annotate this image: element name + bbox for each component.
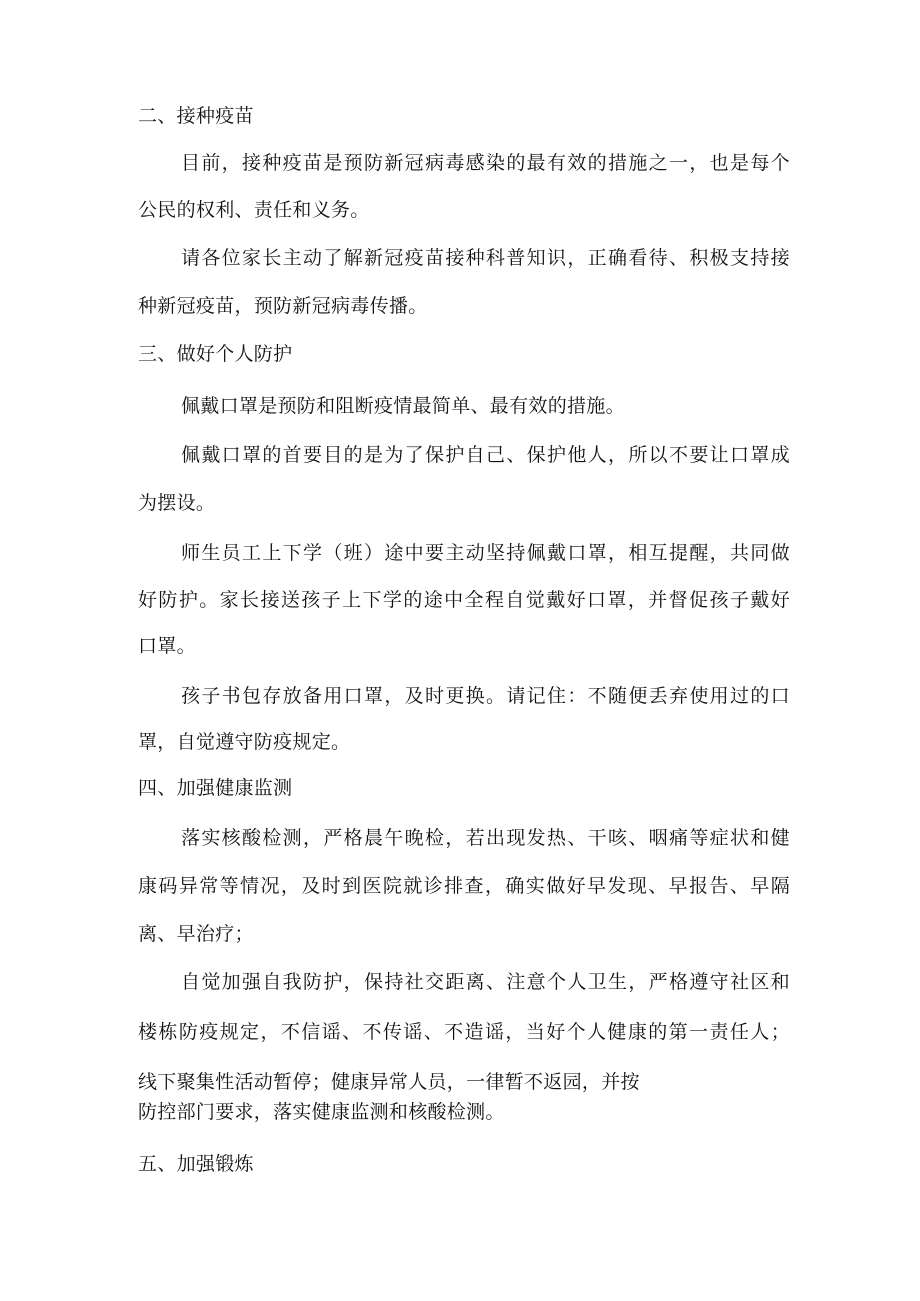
paragraph-line: 自觉加强自我防护，保持社交距离、注意个人卫生，严格遵守社区和 bbox=[181, 971, 790, 993]
paragraph-line: 楼栋防疫规定，不信谣、不传谣、不造谣，当好个人健康的第一责任人； bbox=[138, 1021, 790, 1043]
section-heading-vaccination: 二、接种疫苗 bbox=[138, 105, 254, 127]
paragraph-line: 好防护。家长接送孩子上下学的途中全程自觉戴好口罩，并督促孩子戴好 bbox=[138, 589, 790, 611]
paragraph-line: 师生员工上下学（班）途中要主动坚持佩戴口罩，相互提醒，共同做 bbox=[181, 542, 790, 564]
section-heading-personal-protection: 三、做好个人防护 bbox=[138, 343, 293, 365]
paragraph-line: 佩戴口罩的首要目的是为了保护自己、保护他人，所以不要让口罩成 bbox=[181, 444, 790, 466]
paragraph-line: 离、早治疗； bbox=[138, 923, 254, 945]
section-heading-health-monitoring: 四、加强健康监测 bbox=[138, 777, 293, 799]
paragraph-line: 落实核酸检测，严格晨午晚检，若出现发热、干咳、咽痛等症状和健 bbox=[181, 827, 790, 849]
section-heading-exercise: 五、加强锻炼 bbox=[138, 1153, 254, 1175]
paragraph-line: 口罩。 bbox=[138, 635, 196, 657]
paragraph-line: 公民的权利、责任和义务。 bbox=[138, 199, 370, 221]
paragraph-line: 请各位家长主动了解新冠疫苗接种科普知识，正确看待、积极支持接 bbox=[181, 247, 790, 269]
paragraph-line: 罩，自觉遵守防疫规定。 bbox=[138, 731, 351, 753]
paragraph-line: 为摆设。 bbox=[138, 492, 216, 514]
paragraph-line: 佩戴口罩是预防和阻断疫情最简单、最有效的措施。 bbox=[181, 395, 625, 417]
paragraph-line: 防控部门要求，落实健康监测和核酸检测。 bbox=[138, 1101, 505, 1123]
paragraph-line: 线下聚集性活动暂停；健康异常人员，一律暂不返园，并按 bbox=[138, 1071, 640, 1093]
paragraph-line: 种新冠疫苗，预防新冠病毒传播。 bbox=[138, 295, 428, 317]
paragraph-line: 目前，接种疫苗是预防新冠病毒感染的最有效的措施之一，也是每个 bbox=[181, 152, 790, 174]
paragraph-line: 孩子书包存放备用口罩，及时更换。请记住：不随便丢弃使用过的口 bbox=[181, 685, 790, 707]
paragraph-line: 康码异常等情况，及时到医院就诊排查，确实做好早发现、早报告、早隔 bbox=[138, 875, 790, 897]
